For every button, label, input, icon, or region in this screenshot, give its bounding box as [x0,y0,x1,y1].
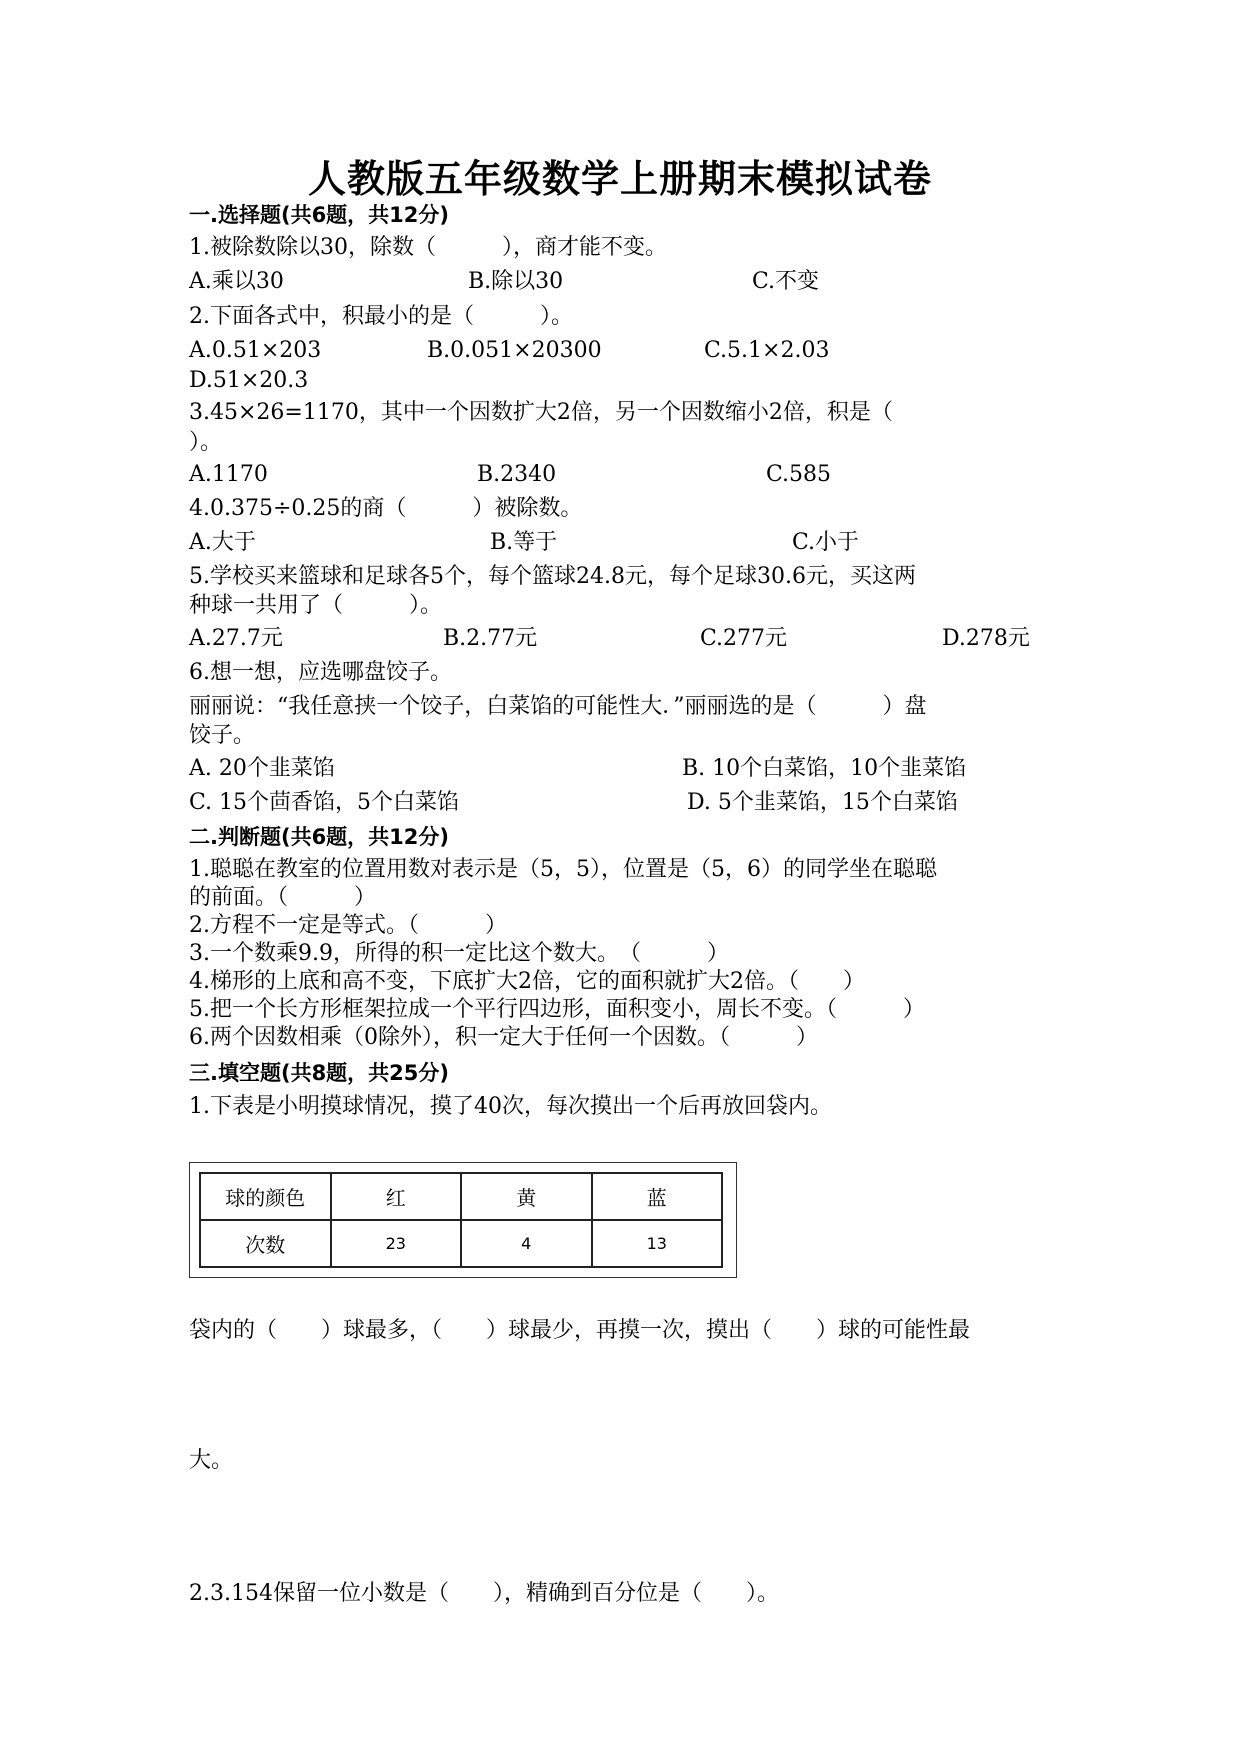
option-b: B.除以30 [468,269,564,294]
option-b: B.等于 [490,530,558,555]
option-b: B.0.051×20300 [427,338,602,363]
judge-question: 5.把一个长方形框架拉成一个平行四边形，面积变小，周长不变。（ ） [189,997,925,1022]
table-row-label: 次数 [200,1220,331,1267]
option-d: D. 5个韭菜馅，15个白菜馅 [687,790,958,815]
question-stem: 1.被除数除以30，除数（ ），商才能不变。 [189,235,667,260]
judge-question: 6.两个因数相乘（0除外），积一定大于任何一个因数。（ ） [189,1025,818,1050]
question-stem: 5.学校买来篮球和足球各5个，每个篮球24.8元，每个足球30.6元，买这两 [189,564,916,589]
option-d: D.278元 [942,626,1030,651]
fill-question: 2.3.154保留一位小数是（ ），精确到百分位是（ ）。 [189,1581,779,1606]
question-stem-continued: ）。 [189,430,223,455]
option-c: C.585 [766,462,832,487]
section-heading-judge: 二.判断题(共6题，共12分) [189,825,450,849]
option-b: B. 10个白菜馅，10个韭菜馅 [682,756,967,781]
option-b: B.2.77元 [443,626,538,651]
page-title: 人教版五年级数学上册期末模拟试卷 [307,156,932,201]
question-stem: 4.0.375÷0.25的商（ ）被除数。 [189,496,583,521]
table-cell: 23 [331,1220,462,1267]
question-prompt-continued: 饺子。 [189,723,256,748]
option-a: A.大于 [189,530,256,555]
option-c: C.277元 [700,626,788,651]
judge-question: 1.聪聪在教室的位置用数对表示是（5，5），位置是（5，6）的同学坐在聪聪 [189,857,937,882]
table-cell: 4 [461,1220,592,1267]
option-c: C.不变 [752,269,820,294]
judge-question: 3.一个数乘9.9，所得的积一定比这个数大。 （ ） [189,941,729,966]
fill-question-blanks: 袋内的（ ）球最多，（ ）球最少，再摸一次，摸出（ ）球的可能性最 [189,1318,971,1343]
table-cell: 13 [592,1220,723,1267]
question-stem: 6.想一想，应选哪盘饺子。 [189,660,452,685]
option-a: A. 20个韭菜馅 [189,756,335,781]
option-a: A.27.7元 [189,626,283,651]
option-c: C.小于 [792,530,860,555]
judge-question: 2.方程不一定是等式。（ ） [189,913,507,938]
fill-question: 1.下表是小明摸球情况，摸了40次，每次摸出一个后再放回袋内。 [189,1094,832,1119]
question-prompt: 丽丽说：“我任意挟一个饺子，白菜馅的可能性大．”丽丽选的是（ ）盘 [189,694,927,719]
option-c: C. 15个茴香馅，5个白菜馅 [189,790,460,815]
table-row [200,1220,722,1267]
ball-tally-table [199,1172,723,1268]
table-row [200,1173,722,1220]
fill-question-blanks-continued: 大。 [189,1448,234,1473]
table-header-cell: 红 [331,1173,462,1220]
option-d: D.51×20.3 [189,368,309,393]
question-stem: 3.45×26=1170，其中一个因数扩大2倍，另一个因数缩小2倍，积是（ [189,400,893,425]
table-header-cell: 球的颜色 [200,1173,331,1220]
question-stem: 2.下面各式中，积最小的是（ ）。 [189,304,573,329]
option-a: A.乘以30 [189,269,284,294]
table-header-cell: 蓝 [592,1173,723,1220]
option-a: A.0.51×203 [189,338,322,363]
option-b: B.2340 [477,462,557,487]
section-heading-choice: 一.选择题(共6题，共12分) [189,203,450,227]
question-stem-continued: 种球一共用了（ ）。 [189,593,443,618]
judge-question: 4.梯形的上底和高不变，下底扩大2倍，它的面积就扩大2倍。（ ） [189,969,865,994]
option-c: C.5.1×2.03 [704,338,830,363]
option-a: A.1170 [189,462,268,487]
table-header-cell: 黄 [461,1173,592,1220]
judge-question-continued: 的前面。（ ） [189,885,377,910]
section-heading-fill: 三.填空题(共8题，共25分) [189,1061,450,1085]
